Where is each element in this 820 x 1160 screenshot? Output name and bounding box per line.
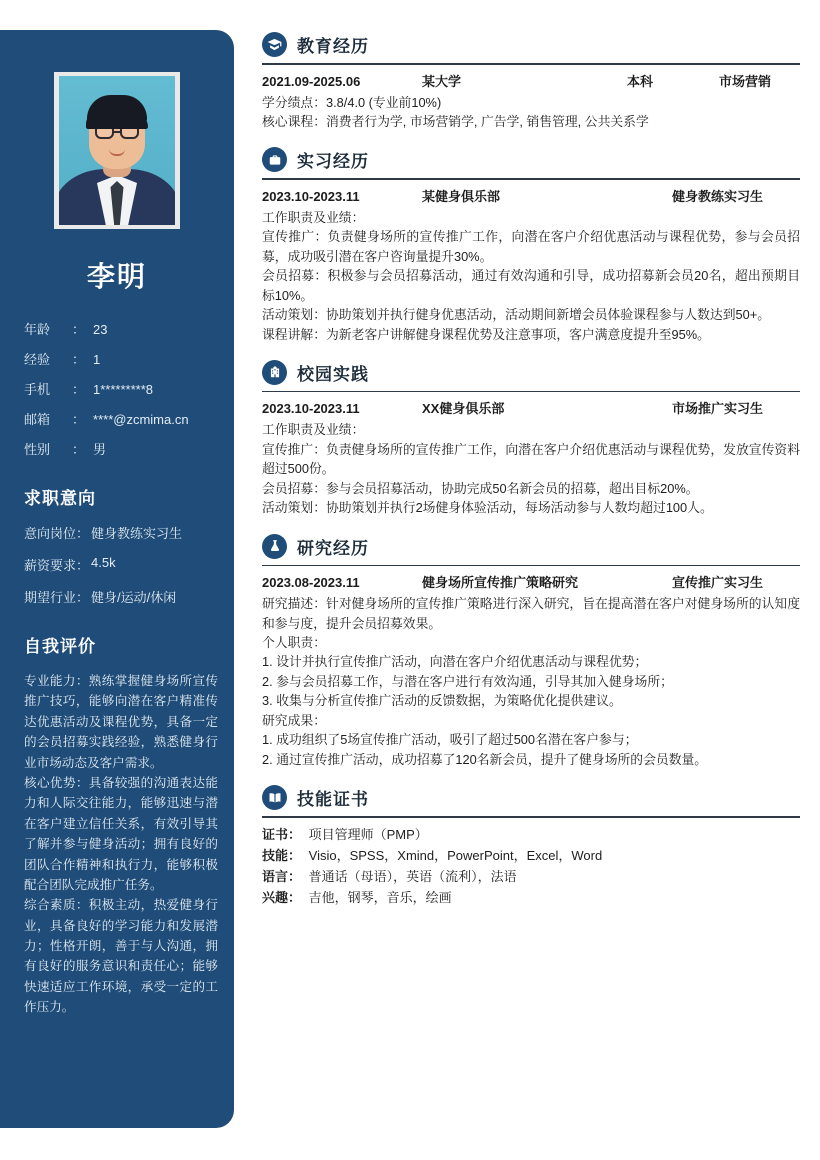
- campus-org: XX健身俱乐部: [422, 401, 505, 417]
- internship-line: 宣传推广：负责健身场所的宣传推广工作，向潜在客户介绍优惠活动与课程优势，参与会员招募，成功吸引潜在客户咨询量提升30%。: [262, 229, 800, 264]
- info-label: 手机: [24, 382, 51, 397]
- job-intent-salary: [24, 555, 220, 574]
- campus-date: 2023.10-2023.11: [262, 401, 360, 417]
- research-line: 个人职责：: [262, 635, 326, 650]
- section-research: [262, 534, 800, 769]
- internship-org: 某健身俱乐部: [422, 188, 501, 204]
- section-header: [262, 534, 800, 565]
- internship-line: 课程讲解：为新老客户讲解健身课程优势及注意事项，客户满意度提升至95%。: [262, 326, 710, 342]
- skills-label: 兴趣：: [262, 889, 302, 905]
- internship-date: 2023.10-2023.11: [262, 188, 360, 204]
- self-eval-paragraph: 综合素质：积极主动，热爱健身行业，具备良好的学习能力和发展潜力；性格开朗，善于与人沟通，拥有良好的服务意识和责任心；能够快速适应工作环境，承受一定的工作压力。: [24, 898, 218, 1015]
- research-line: 1. 设计并执行宣传推广活动，向潜在客户介绍优惠活动与课程优势；: [262, 654, 648, 670]
- skills-row-skills: [262, 845, 800, 866]
- education-date: 2021.09-2025.06: [262, 73, 361, 89]
- self-eval-title: 自我评价: [24, 637, 96, 656]
- info-colon: ：: [72, 442, 86, 457]
- campus-line: 活动策划：协助策划并执行2场健身体验活动，每场活动参与人数均超过100人。: [262, 500, 713, 516]
- info-colon: ：: [72, 322, 86, 337]
- job-intent-industry-label: 期望行业：: [24, 590, 90, 605]
- section-header: [262, 785, 800, 816]
- internship-line: 会员招募：积极参与会员招募活动，通过有效沟通和引导，成功招募新会员20名，超出预期目标10%。: [262, 268, 800, 303]
- info-row-phone: [24, 379, 220, 398]
- avatar-frame: [54, 72, 180, 229]
- book-icon: [262, 785, 287, 810]
- info-row-experience: [24, 349, 220, 368]
- internship-entry-row: [262, 186, 800, 205]
- self-eval-paragraph: 专业能力：熟练掌握健身场所宣传推广技巧，能够向潜在客户精准传达优惠活动及课程优势，具备一定的会员招募实践经验，熟悉健身行业市场动态及客户需求。: [24, 674, 218, 770]
- avatar: [59, 76, 175, 225]
- job-intent-position-value: 健身教练实习生: [91, 526, 183, 541]
- research-line: 2. 参与会员招募工作，与潜在客户进行有效沟通，引导其加入健身场所；: [262, 673, 673, 689]
- school-building-icon: [262, 360, 287, 385]
- self-eval-paragraph: 核心优势：具备较强的沟通表达能力和人际交往能力，能够迅速与潜在客户建立信任关系，有效引导其了解并参与健身活动；拥有良好的团队合作精神和执行力，能够积极配合团队完成推广任务。: [24, 775, 218, 892]
- info-value: 1: [93, 352, 101, 367]
- briefcase-icon: [262, 147, 287, 172]
- research-line: 1. 成功组织了5场宣传推广活动，吸引了超过500名潜在客户参与；: [262, 732, 638, 748]
- section-internship: [262, 147, 800, 344]
- internship-role: 健身教练实习生: [672, 188, 764, 204]
- education-degree: 本科: [627, 73, 654, 89]
- section-divider: [262, 816, 800, 818]
- skills-value: 普通话（母语），英语（流利），法语: [308, 868, 517, 884]
- job-intent-industry: [24, 587, 220, 606]
- flask-icon: [262, 534, 287, 559]
- section-title: 研究经历: [297, 538, 369, 558]
- skills-value: 吉他，钢琴，音乐，绘画: [308, 889, 452, 905]
- self-eval-body: [24, 671, 218, 1018]
- campus-line: 工作职责及业绩：: [262, 422, 365, 438]
- campus-entry-row: [262, 398, 800, 417]
- graduation-cap-icon: [262, 32, 287, 57]
- internship-line: 工作职责及业绩：: [262, 209, 365, 225]
- section-campus-practice: [262, 360, 800, 518]
- skills-label: 技能：: [262, 847, 302, 863]
- section-title: 校园实践: [297, 364, 369, 384]
- job-intent-salary-value: 4.5k: [91, 555, 116, 570]
- job-intent-salary-label: 薪资要求：: [24, 558, 90, 573]
- section-divider: [262, 178, 800, 180]
- research-line: 研究描述：针对健身场所的宣传推广策略进行深入研究，旨在提高潜在客户对健身场所的认知度和参与度，提升会员招募效果。: [262, 596, 800, 631]
- skills-label: 语言：: [262, 868, 302, 884]
- research-line: 研究成果：: [262, 712, 326, 728]
- info-value: 1*********8: [93, 382, 154, 397]
- section-header: [262, 32, 800, 63]
- job-intent-position: [24, 523, 220, 542]
- research-role: 宣传推广实习生: [672, 575, 764, 591]
- job-intent-title: 求职意向: [24, 489, 96, 508]
- section-title: 实习经历: [297, 152, 369, 172]
- education-gpa: 学分绩点：3.8/4.0 (专业前10%): [262, 94, 442, 110]
- section-divider: [262, 63, 800, 65]
- skills-label: 证书：: [262, 826, 302, 842]
- section-header: [262, 147, 800, 178]
- research-entry-row: [262, 572, 800, 591]
- info-label: 邮箱: [24, 412, 51, 427]
- education-major: 市场营销: [719, 73, 772, 89]
- skills-value: 项目管理师（PMP）: [308, 826, 428, 842]
- research-line: 2. 通过宣传推广活动，成功招募了120名新会员，提升了健身场所的会员数量。: [262, 751, 708, 767]
- section-title: 教育经历: [297, 37, 369, 56]
- candidate-name: 李明: [86, 261, 147, 292]
- skills-row-interests: [262, 887, 800, 908]
- profile-info-list: [14, 319, 220, 458]
- main-content: [262, 32, 800, 924]
- sidebar: [0, 30, 234, 1128]
- section-skills: [262, 785, 800, 908]
- skills-row-certificate: [262, 824, 800, 845]
- education-courses: 核心课程：消费者行为学, 市场营销学, 广告学, 销售管理, 公共关系学: [262, 113, 649, 129]
- campus-line: 会员招募：参与会员招募活动，协助完成50名新会员的招募，超出目标20%。: [262, 480, 699, 496]
- info-colon: ：: [72, 382, 86, 397]
- info-label: 性别: [24, 442, 51, 457]
- internship-line: 活动策划：协助策划并执行健身优惠活动，活动期间新增会员体验课程参与人数达到50+。: [262, 307, 770, 323]
- info-value: 男: [93, 442, 107, 457]
- info-row-gender: [24, 439, 220, 458]
- info-row-email: [24, 409, 220, 428]
- info-label: 年龄: [24, 322, 51, 337]
- education-school: 某大学: [422, 73, 462, 89]
- section-divider: [262, 565, 800, 567]
- info-label: 经验: [24, 352, 51, 367]
- info-colon: ：: [72, 352, 86, 367]
- research-line: 3. 收集与分析宣传推广活动的反馈数据，为策略优化提供建议。: [262, 693, 622, 709]
- education-entry-row: [262, 71, 800, 90]
- job-intent-position-label: 意向岗位：: [24, 526, 90, 541]
- info-row-age: [24, 319, 220, 338]
- campus-role: 市场推广实习生: [672, 401, 764, 417]
- info-colon: ：: [72, 412, 86, 427]
- campus-line: 宣传推广：负责健身场所的宣传推广工作，向潜在客户介绍优惠活动与课程优势，发放宣传资料超过500份。: [262, 441, 800, 477]
- section-divider: [262, 391, 800, 393]
- skills-value: Visio，SPSS，Xmind，PowerPoint，Excel，Word: [308, 847, 603, 863]
- info-value: ****@zcmima.cn: [93, 412, 189, 427]
- skills-row-languages: [262, 866, 800, 887]
- job-intent-industry-value: 健身/运动/休闲: [91, 590, 177, 605]
- research-date: 2023.08-2023.11: [262, 575, 360, 591]
- section-header: [262, 360, 800, 391]
- section-title: 技能证书: [297, 790, 369, 810]
- info-value: 23: [93, 322, 108, 337]
- research-topic: 健身场所宣传推广策略研究: [422, 575, 579, 591]
- section-education: [262, 32, 800, 131]
